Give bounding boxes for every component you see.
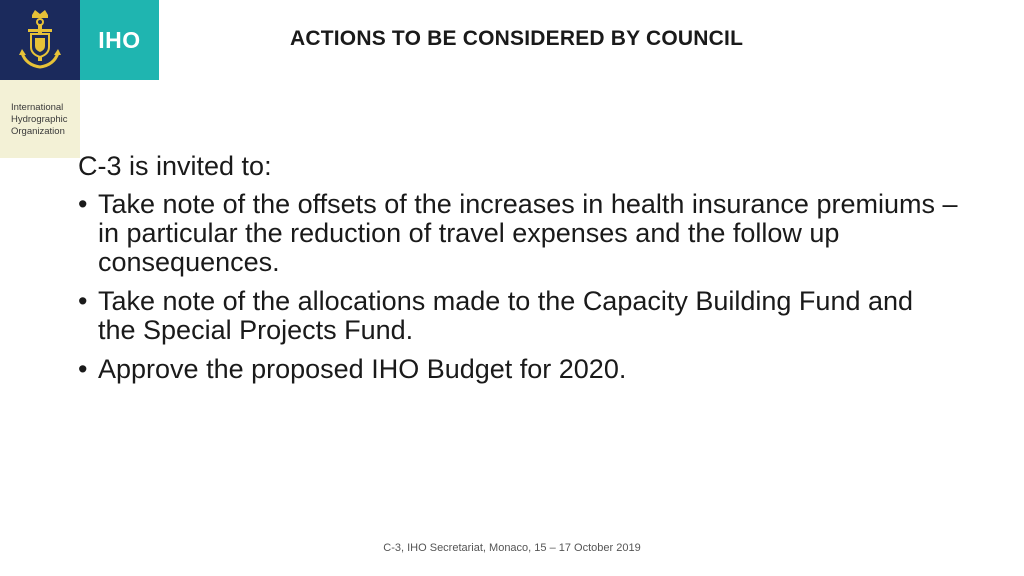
logo-text: IHO xyxy=(98,26,141,53)
slide-body xyxy=(78,152,958,394)
bullet-text: Approve the proposed IHO Budget for 2020. xyxy=(98,354,627,384)
org-line: Organization xyxy=(11,126,65,137)
org-line: International xyxy=(11,102,64,113)
bullet-icon: • xyxy=(78,286,88,316)
bullet-text: Take note of the allocations made to the Capacity Building Fund and the Special Projects Fund. xyxy=(98,286,914,345)
bullet-text: Take note of the offsets of the increases in health insurance premiums – in particular the reduction of travel expenses and the follow up consequences. xyxy=(98,189,958,277)
slide-title: ACTIONS TO BE CONSIDERED BY COUNCIL xyxy=(290,27,744,50)
bullet-icon: • xyxy=(78,189,88,219)
bullet-item xyxy=(78,190,958,277)
anchor-emblem-icon xyxy=(14,7,66,73)
bullet-list xyxy=(78,190,958,384)
organization-name xyxy=(0,80,80,158)
footer-text: C-3, IHO Secretariat, Monaco, 15 – 17 October 2019 xyxy=(383,542,641,554)
intro-text: C-3 is invited to: xyxy=(78,151,272,181)
bullet-item xyxy=(78,287,958,345)
logo-emblem xyxy=(0,0,80,80)
bullet-icon: • xyxy=(78,354,88,384)
logo-text-box xyxy=(80,0,159,80)
bullet-item xyxy=(78,355,958,384)
org-line: Hydrographic xyxy=(11,114,68,125)
